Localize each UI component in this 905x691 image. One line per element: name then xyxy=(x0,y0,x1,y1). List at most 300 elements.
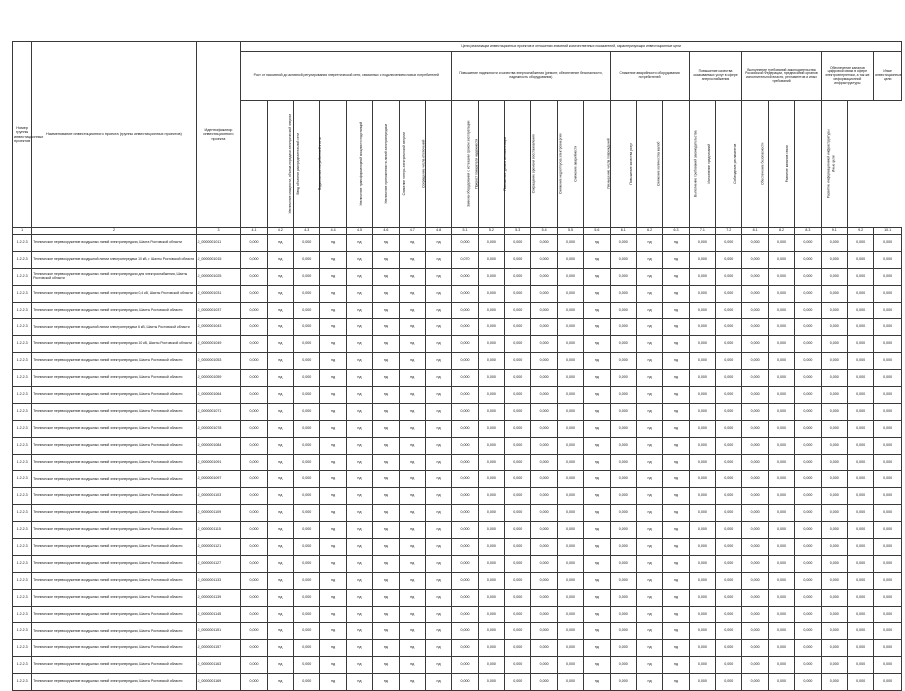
row-value-cell: нд xyxy=(373,336,399,353)
table-row xyxy=(13,353,902,370)
row-value-cell: нд xyxy=(346,251,372,268)
row-value-cell: нд xyxy=(425,640,451,657)
row-value-cell: 0,000 xyxy=(742,589,768,606)
row-value-cell: 0,000 xyxy=(768,572,794,589)
row-value-cell: нд xyxy=(373,505,399,522)
row-project-name: Техническое перевооружение воздушной линии электропередачи 6 кВ, Шахты Ростовской области xyxy=(32,319,196,336)
row-value-cell: 0,000 xyxy=(294,589,320,606)
row-value-cell: 0,000 xyxy=(294,488,320,505)
row-value-cell: нд xyxy=(320,522,346,539)
row-value-cell: 0,000 xyxy=(821,555,847,572)
row-value-cell: 0,000 xyxy=(557,420,583,437)
row-value-cell: нд xyxy=(425,387,451,404)
header-subcol-label: Снижение количества жалоб xyxy=(656,141,661,187)
row-value-cell: 0,000 xyxy=(557,370,583,387)
row-value-cell: нд xyxy=(320,572,346,589)
table-row xyxy=(13,302,902,319)
row-value-cell: 0,000 xyxy=(505,285,531,302)
row-value-cell: 0,000 xyxy=(557,640,583,657)
header-subcol-label: Иные цели xyxy=(831,155,836,173)
row-value-cell: нд xyxy=(636,505,662,522)
row-value-cell: 0,000 xyxy=(742,522,768,539)
row-value-cell: 0,000 xyxy=(241,235,267,252)
row-value-cell: нд xyxy=(584,302,610,319)
row-value-cell: 0,000 xyxy=(821,302,847,319)
column-number: 4.2 xyxy=(267,228,293,235)
table-row xyxy=(13,522,902,539)
row-value-cell: 0,000 xyxy=(478,387,504,404)
header-subcol-label: Ввод объектов распределительной сети xyxy=(295,133,300,195)
table-row xyxy=(13,505,902,522)
row-value-cell: 0,000 xyxy=(874,674,902,691)
row-value-cell: нд xyxy=(663,370,689,387)
row-value-cell: 0,000 xyxy=(716,387,742,404)
row-value-cell: 0,000 xyxy=(478,640,504,657)
row-value-cell: 0,000 xyxy=(452,488,478,505)
header-subcol-14 xyxy=(584,101,610,228)
row-value-cell: 0,000 xyxy=(716,302,742,319)
row-project-name: Техническое перевооружение воздушных линий электропередачи, Шахты Ростовской области xyxy=(32,403,196,420)
row-value-cell: 0,000 xyxy=(478,555,504,572)
row-value-cell: нд xyxy=(267,589,293,606)
row-value-cell: нд xyxy=(584,251,610,268)
row-value-cell: 0,000 xyxy=(742,454,768,471)
row-value-cell: нд xyxy=(636,589,662,606)
row-value-cell: 0,000 xyxy=(689,606,715,623)
row-value-cell: нд xyxy=(584,606,610,623)
row-value-cell: нд xyxy=(399,285,425,302)
header-subcol-23 xyxy=(821,101,847,228)
row-value-cell: нд xyxy=(663,454,689,471)
row-value-cell: 0,000 xyxy=(795,454,821,471)
row-value-cell: 0,000 xyxy=(847,319,873,336)
row-value-cell: 0,000 xyxy=(452,420,478,437)
row-project-id: J_0000001157 xyxy=(196,640,241,657)
row-value-cell: 0,000 xyxy=(452,387,478,404)
header-subcol-label: Увеличение протяженности линий электропередачи xyxy=(383,123,388,204)
header-subcol-19 xyxy=(716,101,742,228)
row-project-name: Техническое перевооружение воздушных линий электропередачи, Шахты Ростовской области xyxy=(32,589,196,606)
row-value-cell: 0,000 xyxy=(716,403,742,420)
row-value-cell: 0,000 xyxy=(505,606,531,623)
row-value-cell: нд xyxy=(425,539,451,556)
row-value-cell: 0,000 xyxy=(716,606,742,623)
row-project-name: Техническое перевооружение воздушных линий электропередачи, Шахты Ростовской области xyxy=(32,623,196,640)
row-value-cell: нд xyxy=(584,370,610,387)
row-value-cell: 0,000 xyxy=(531,268,557,285)
column-number: 8.3 xyxy=(795,228,821,235)
row-value-cell: нд xyxy=(346,623,372,640)
row-value-cell: нд xyxy=(320,488,346,505)
row-value-cell: нд xyxy=(267,353,293,370)
row-project-name: Техническое перевооружение воздушных линий электропередачи, Шахты Ростовской области xyxy=(32,539,196,556)
row-value-cell: 0,000 xyxy=(847,572,873,589)
row-value-cell: нд xyxy=(346,403,372,420)
row-value-cell: 0,000 xyxy=(874,370,902,387)
row-value-cell: 0,000 xyxy=(847,387,873,404)
row-value-cell: нд xyxy=(267,454,293,471)
row-project-id: J_0000001025 xyxy=(196,268,241,285)
row-value-cell: 0,000 xyxy=(847,437,873,454)
column-number: 4.7 xyxy=(399,228,425,235)
row-value-cell: нд xyxy=(663,657,689,674)
row-value-cell: 0,000 xyxy=(874,657,902,674)
row-value-cell: нд xyxy=(346,353,372,370)
row-value-cell: 0,000 xyxy=(557,589,583,606)
row-value-cell: 0,000 xyxy=(742,285,768,302)
row-project-id: J_0000001103 xyxy=(196,488,241,505)
row-value-cell: нд xyxy=(636,623,662,640)
header-subcol-8 xyxy=(425,101,471,228)
row-value-cell: 0,000 xyxy=(531,674,557,691)
row-value-cell: 0,000 xyxy=(742,387,768,404)
row-value-cell: нд xyxy=(373,403,399,420)
header-subcol-label: Увеличение мощности, объема передачи электрической энергии xyxy=(288,114,293,214)
row-project-id: J_0000001078 xyxy=(196,420,241,437)
row-value-cell: 0,000 xyxy=(241,522,267,539)
row-value-cell: нд xyxy=(267,657,293,674)
row-value-cell: 0,000 xyxy=(241,539,267,556)
row-value-cell: 0,000 xyxy=(452,471,478,488)
row-value-cell: 0,000 xyxy=(821,454,847,471)
row-value-cell: 0,000 xyxy=(557,336,583,353)
row-value-cell: 0,000 xyxy=(505,454,531,471)
row-value-cell: нд xyxy=(346,454,372,471)
row-value-cell: 0,000 xyxy=(610,387,636,404)
row-value-cell: 0,000 xyxy=(241,640,267,657)
header-group-2: Повышение надежности и качества энергоснабжения (ремонт, обеспечение безопасности, надежность оборудования) xyxy=(452,52,610,101)
header-subcol-label: Прирост показателя надежности xyxy=(474,138,479,189)
row-value-cell: 0,000 xyxy=(610,589,636,606)
row-value-cell: нд xyxy=(663,403,689,420)
row-value-cell: 0,000 xyxy=(452,606,478,623)
row-value-cell: нд xyxy=(584,555,610,572)
row-project-name: Техническое перевооружение воздушных линий электропередачи 10 кВ, Шахты Ростовской области xyxy=(32,336,196,353)
row-value-cell: 0,000 xyxy=(557,387,583,404)
row-value-cell: нд xyxy=(346,302,372,319)
row-project-name: Техническое перевооружение воздушных линий электропередачи, Шахты Ростовской области xyxy=(32,420,196,437)
row-value-cell: 0,000 xyxy=(742,420,768,437)
row-value-cell: 0,000 xyxy=(241,454,267,471)
row-value-cell: нд xyxy=(267,572,293,589)
row-value-cell: 0,000 xyxy=(821,370,847,387)
row-value-cell: 0,000 xyxy=(716,319,742,336)
row-value-cell: 0,000 xyxy=(610,657,636,674)
row-group-number: 1.2.2.3 xyxy=(13,589,32,606)
row-value-cell: нд xyxy=(425,471,451,488)
row-group-number: 1.2.2.3 xyxy=(13,370,32,387)
row-value-cell: 0,000 xyxy=(505,640,531,657)
row-value-cell: 0,000 xyxy=(294,235,320,252)
header-subcol-20 xyxy=(742,101,768,228)
row-value-cell: 0,000 xyxy=(821,623,847,640)
header-subcol-label: Выполнение требований законодательства xyxy=(693,130,698,198)
header-subcol-label: Повышение уровня автоматизации xyxy=(502,136,507,191)
table-row xyxy=(13,420,902,437)
row-value-cell: 0,000 xyxy=(795,285,821,302)
row-value-cell: 0,000 xyxy=(610,235,636,252)
row-group-number: 1.2.2.3 xyxy=(13,572,32,589)
row-value-cell: 0,000 xyxy=(874,319,902,336)
row-value-cell: 0,000 xyxy=(241,285,267,302)
row-value-cell: 0,000 xyxy=(241,302,267,319)
row-value-cell: 0,000 xyxy=(768,606,794,623)
row-value-cell: 0,000 xyxy=(452,505,478,522)
row-value-cell: 0,000 xyxy=(716,488,742,505)
row-value-cell: 0,000 xyxy=(557,488,583,505)
row-value-cell: 0,000 xyxy=(874,555,902,572)
row-value-cell: 0,000 xyxy=(610,420,636,437)
row-value-cell: нд xyxy=(373,623,399,640)
row-value-cell: нд xyxy=(636,285,662,302)
row-value-cell: нд xyxy=(425,285,451,302)
row-value-cell: 0,000 xyxy=(610,488,636,505)
row-value-cell: 0,000 xyxy=(531,302,557,319)
row-value-cell: нд xyxy=(373,454,399,471)
header-subcol-label: Развитие каналов связи xyxy=(784,145,789,183)
row-value-cell: 0,000 xyxy=(821,235,847,252)
row-value-cell: нд xyxy=(584,539,610,556)
row-value-cell: нд xyxy=(425,555,451,572)
row-value-cell: 0,000 xyxy=(531,657,557,674)
row-value-cell: 0,000 xyxy=(294,437,320,454)
row-value-cell: нд xyxy=(320,302,346,319)
row-value-cell: нд xyxy=(663,606,689,623)
row-value-cell: 0,000 xyxy=(294,505,320,522)
row-value-cell: нд xyxy=(399,589,425,606)
column-number: 8.1 xyxy=(742,228,768,235)
row-value-cell: нд xyxy=(584,471,610,488)
row-value-cell: 0,000 xyxy=(478,505,504,522)
row-value-cell: нд xyxy=(584,235,610,252)
row-value-cell: 0,000 xyxy=(610,336,636,353)
row-project-id: J_0000001059 xyxy=(196,370,241,387)
row-value-cell: 0,000 xyxy=(452,674,478,691)
row-value-cell: нд xyxy=(346,235,372,252)
row-value-cell: 0,000 xyxy=(874,471,902,488)
row-value-cell: 0,000 xyxy=(241,437,267,454)
row-value-cell: 0,000 xyxy=(795,268,821,285)
row-value-cell: нд xyxy=(320,674,346,691)
row-value-cell: нд xyxy=(373,437,399,454)
column-number: 4.8 xyxy=(425,228,451,235)
row-value-cell: нд xyxy=(636,319,662,336)
row-value-cell: 0,000 xyxy=(768,420,794,437)
row-value-cell: 0,000 xyxy=(610,505,636,522)
row-project-id: J_0000001071 xyxy=(196,403,241,420)
row-value-cell: 0,000 xyxy=(557,302,583,319)
row-value-cell: 0,000 xyxy=(795,589,821,606)
header-subcol-label: Обеспечение безопасности xyxy=(760,142,765,185)
row-group-number: 1.2.2.3 xyxy=(13,336,32,353)
row-value-cell: 0,000 xyxy=(847,403,873,420)
row-value-cell: 0,000 xyxy=(689,285,715,302)
row-value-cell: нд xyxy=(320,437,346,454)
row-value-cell: нд xyxy=(399,505,425,522)
row-group-number: 1.2.2.3 xyxy=(13,640,32,657)
row-value-cell: 0,000 xyxy=(557,403,583,420)
table-row xyxy=(13,606,902,623)
row-value-cell: нд xyxy=(346,437,372,454)
row-value-cell: 0,000 xyxy=(768,539,794,556)
row-group-number: 1.2.2.3 xyxy=(13,285,32,302)
row-value-cell: нд xyxy=(584,420,610,437)
row-value-cell: 0,000 xyxy=(557,674,583,691)
row-value-cell: 0,000 xyxy=(557,522,583,539)
row-value-cell: 0,000 xyxy=(874,403,902,420)
row-value-cell: 0,000 xyxy=(452,657,478,674)
row-value-cell: нд xyxy=(373,555,399,572)
row-project-id: J_0000001064 xyxy=(196,387,241,404)
row-value-cell: 0,000 xyxy=(716,539,742,556)
row-value-cell: 0,000 xyxy=(294,285,320,302)
row-value-cell: 0,000 xyxy=(689,370,715,387)
row-value-cell: 0,000 xyxy=(768,640,794,657)
row-value-cell: нд xyxy=(399,623,425,640)
row-value-cell: 0,000 xyxy=(241,572,267,589)
row-value-cell: нд xyxy=(346,488,372,505)
header-group-4: Повышение качества оказываемых услуг в сфере энергоснабжения xyxy=(689,52,742,101)
row-value-cell: нд xyxy=(636,539,662,556)
row-value-cell: 0,000 xyxy=(452,302,478,319)
row-value-cell: нд xyxy=(425,403,451,420)
row-value-cell: 0,000 xyxy=(610,268,636,285)
row-value-cell: 0,000 xyxy=(768,657,794,674)
row-value-cell: 0,000 xyxy=(478,454,504,471)
row-value-cell: 0,000 xyxy=(742,606,768,623)
row-value-cell: 0,000 xyxy=(847,268,873,285)
table-row xyxy=(13,555,902,572)
row-value-cell: 0,000 xyxy=(241,505,267,522)
row-value-cell: 0,000 xyxy=(452,454,478,471)
header-goals-title: Цели реализации инвестиционных проектов в отношении значений количественных показателей, характеризующих инвестиционные цели xyxy=(241,42,902,52)
row-value-cell: нд xyxy=(584,319,610,336)
row-value-cell: нд xyxy=(267,437,293,454)
row-value-cell: нд xyxy=(320,285,346,302)
row-value-cell: нд xyxy=(346,471,372,488)
row-value-cell: нд xyxy=(267,488,293,505)
row-project-id: J_0000001133 xyxy=(196,572,241,589)
row-value-cell: нд xyxy=(320,353,346,370)
row-value-cell: нд xyxy=(346,657,372,674)
row-project-id: J_0000001037 xyxy=(196,302,241,319)
row-value-cell: 0,000 xyxy=(531,522,557,539)
row-project-name: Техническое перевооружение воздушных линий электропередачи, Шахты Ростовской области xyxy=(32,572,196,589)
row-group-number: 1.2.2.3 xyxy=(13,251,32,268)
column-number: 7.1 xyxy=(689,228,715,235)
row-value-cell: нд xyxy=(373,589,399,606)
row-value-cell: 0,000 xyxy=(557,555,583,572)
table-row xyxy=(13,471,902,488)
row-value-cell: 0,000 xyxy=(531,539,557,556)
row-value-cell: 0,000 xyxy=(478,488,504,505)
row-value-cell: 0,070 xyxy=(452,251,478,268)
row-value-cell: 0,000 xyxy=(452,403,478,420)
row-project-id: J_0000001053 xyxy=(196,353,241,370)
row-value-cell: нд xyxy=(320,555,346,572)
column-number: 3 xyxy=(196,228,241,235)
row-value-cell: нд xyxy=(399,370,425,387)
row-value-cell: нд xyxy=(399,488,425,505)
row-value-cell: 0,000 xyxy=(505,235,531,252)
row-value-cell: 0,000 xyxy=(610,640,636,657)
row-value-cell: 0,000 xyxy=(795,488,821,505)
row-value-cell: нд xyxy=(663,336,689,353)
row-value-cell: нд xyxy=(373,640,399,657)
row-group-number: 1.2.2.3 xyxy=(13,437,32,454)
row-value-cell: нд xyxy=(399,403,425,420)
row-value-cell: нд xyxy=(425,353,451,370)
row-value-cell: нд xyxy=(425,606,451,623)
row-group-number: 1.2.2.3 xyxy=(13,454,32,471)
row-value-cell: 0,000 xyxy=(241,555,267,572)
row-value-cell: 0,000 xyxy=(505,539,531,556)
row-value-cell: 0,000 xyxy=(821,488,847,505)
table-row xyxy=(13,589,902,606)
row-value-cell: 0,000 xyxy=(768,403,794,420)
table-row xyxy=(13,268,902,285)
row-value-cell: нд xyxy=(373,251,399,268)
header-subcol-label: Сокращение числа отключений xyxy=(420,139,425,188)
row-value-cell: нд xyxy=(399,353,425,370)
row-value-cell: нд xyxy=(636,420,662,437)
row-value-cell: 0,000 xyxy=(241,488,267,505)
row-value-cell: нд xyxy=(346,606,372,623)
table-row xyxy=(13,319,902,336)
row-value-cell: нд xyxy=(399,268,425,285)
row-value-cell: 0,000 xyxy=(505,589,531,606)
column-number: 5.1 xyxy=(452,228,478,235)
row-value-cell: 0,000 xyxy=(874,302,902,319)
row-value-cell: 0,000 xyxy=(874,606,902,623)
row-value-cell: 0,000 xyxy=(742,235,768,252)
row-value-cell: 0,000 xyxy=(531,403,557,420)
row-value-cell: 0,000 xyxy=(821,589,847,606)
row-value-cell: 0,000 xyxy=(795,353,821,370)
row-value-cell: 0,000 xyxy=(531,251,557,268)
row-value-cell: нд xyxy=(267,319,293,336)
row-value-cell: нд xyxy=(584,268,610,285)
header-subcol-label: Соблюдение регламентов xyxy=(733,143,738,184)
row-value-cell: нд xyxy=(373,488,399,505)
row-value-cell: 0,000 xyxy=(294,353,320,370)
header-subcol-label: Сокращение времени восстановления xyxy=(531,134,536,194)
row-value-cell: 0,000 xyxy=(716,555,742,572)
row-value-cell: 0,000 xyxy=(874,505,902,522)
row-value-cell: 0,000 xyxy=(531,640,557,657)
row-value-cell: 0,000 xyxy=(768,387,794,404)
row-project-name: Техническое перевооружение воздушных линий электропередачи, Шахты Ростовской области xyxy=(32,657,196,674)
row-value-cell: нд xyxy=(373,657,399,674)
row-value-cell: нд xyxy=(399,572,425,589)
row-value-cell: нд xyxy=(267,471,293,488)
row-value-cell: 0,000 xyxy=(241,471,267,488)
row-value-cell: 0,000 xyxy=(847,488,873,505)
row-value-cell: 0,000 xyxy=(294,420,320,437)
row-value-cell: нд xyxy=(663,268,689,285)
table-row xyxy=(13,387,902,404)
row-value-cell: 0,000 xyxy=(478,539,504,556)
row-value-cell: нд xyxy=(425,370,451,387)
row-project-id: J_0000001121 xyxy=(196,539,241,556)
row-group-number: 1.2.2.3 xyxy=(13,505,32,522)
row-value-cell: 0,000 xyxy=(874,640,902,657)
row-value-cell: 0,000 xyxy=(874,387,902,404)
row-value-cell: 0,000 xyxy=(610,251,636,268)
row-value-cell: нд xyxy=(346,640,372,657)
row-value-cell: 0,000 xyxy=(874,539,902,556)
row-value-cell: 0,000 xyxy=(768,336,794,353)
